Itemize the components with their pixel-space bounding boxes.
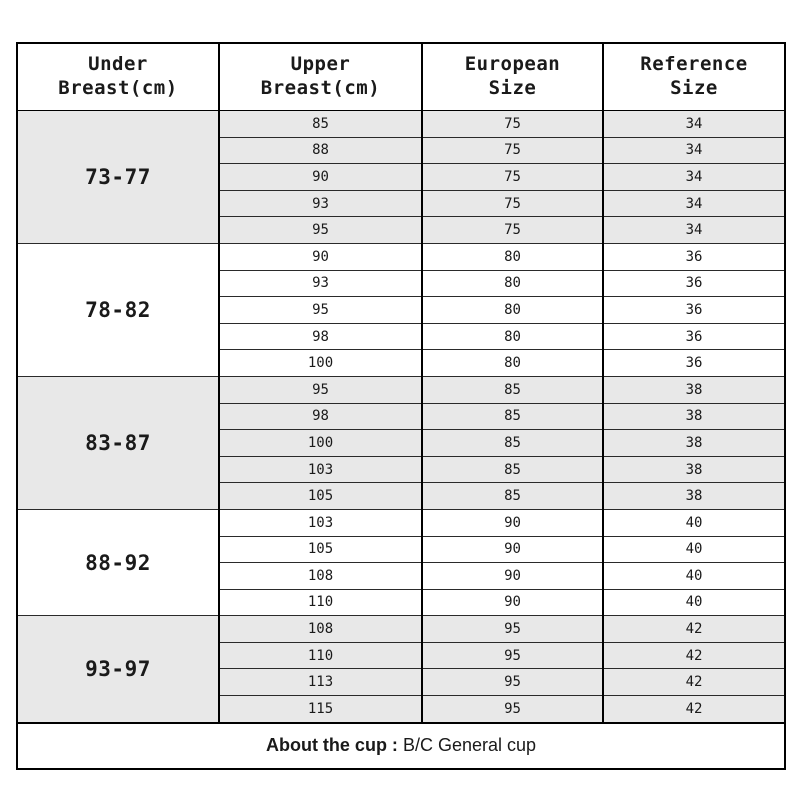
european-size-cell: 95 [422, 696, 603, 723]
upper-breast-cell: 95 [219, 217, 422, 244]
european-size-cell: 90 [422, 536, 603, 563]
header-reference-size-label: Reference Size [640, 53, 748, 99]
european-size-cell: 85 [422, 483, 603, 510]
upper-breast-cell: 103 [219, 456, 422, 483]
reference-size-cell: 34 [603, 111, 785, 138]
reference-size-cell: 38 [603, 456, 785, 483]
european-size-cell: 85 [422, 456, 603, 483]
reference-size-cell: 34 [603, 137, 785, 164]
reference-size-cell: 34 [603, 190, 785, 217]
upper-breast-cell: 108 [219, 563, 422, 590]
european-size-cell: 75 [422, 164, 603, 191]
header-european-size [422, 43, 603, 111]
european-size-cell: 80 [422, 270, 603, 297]
header-under-breast [17, 43, 219, 111]
under-breast-group-cell: 93-97 [17, 616, 219, 723]
under-breast-group-cell: 83-87 [17, 376, 219, 509]
footer-value: B/C General cup [402, 735, 537, 756]
reference-size-cell: 36 [603, 297, 785, 324]
reference-size-cell: 40 [603, 509, 785, 536]
upper-breast-cell: 110 [219, 642, 422, 669]
reference-size-cell: 34 [603, 217, 785, 244]
reference-size-cell: 42 [603, 696, 785, 723]
under-breast-group-cell: 73-77 [17, 111, 219, 244]
reference-size-cell: 42 [603, 642, 785, 669]
european-size-cell: 95 [422, 642, 603, 669]
upper-breast-cell: 108 [219, 616, 422, 643]
european-size-cell: 85 [422, 430, 603, 457]
upper-breast-cell: 105 [219, 536, 422, 563]
upper-breast-cell: 105 [219, 483, 422, 510]
upper-breast-cell: 85 [219, 111, 422, 138]
reference-size-cell: 36 [603, 323, 785, 350]
reference-size-cell: 42 [603, 669, 785, 696]
upper-breast-cell: 115 [219, 696, 422, 723]
under-breast-group-cell: 88-92 [17, 509, 219, 615]
european-size-cell: 85 [422, 403, 603, 430]
european-size-cell: 80 [422, 350, 603, 377]
footer-label: About the cup : [265, 735, 398, 756]
upper-breast-cell: 110 [219, 589, 422, 616]
upper-breast-cell: 93 [219, 270, 422, 297]
reference-size-cell: 38 [603, 430, 785, 457]
upper-breast-cell: 103 [219, 509, 422, 536]
european-size-cell: 95 [422, 669, 603, 696]
european-size-cell: 80 [422, 243, 603, 270]
under-breast-group-cell: 78-82 [17, 243, 219, 376]
table-body [17, 111, 785, 723]
reference-size-cell: 40 [603, 536, 785, 563]
table-header [17, 43, 785, 111]
reference-size-cell: 38 [603, 483, 785, 510]
upper-breast-cell: 100 [219, 350, 422, 377]
size-table [16, 42, 786, 770]
header-upper-breast [219, 43, 422, 111]
header-under-breast-label: Under Breast(cm) [58, 53, 178, 99]
reference-size-cell: 36 [603, 243, 785, 270]
table-row [17, 376, 785, 403]
upper-breast-cell: 113 [219, 669, 422, 696]
upper-breast-cell: 90 [219, 243, 422, 270]
upper-breast-cell: 95 [219, 297, 422, 324]
european-size-cell: 75 [422, 137, 603, 164]
european-size-cell: 80 [422, 323, 603, 350]
table-row [17, 243, 785, 270]
reference-size-cell: 36 [603, 270, 785, 297]
european-size-cell: 90 [422, 563, 603, 590]
table-row [17, 616, 785, 643]
european-size-cell: 90 [422, 589, 603, 616]
header-row [17, 43, 785, 111]
reference-size-cell: 40 [603, 589, 785, 616]
european-size-cell: 75 [422, 190, 603, 217]
footer-cell [17, 723, 785, 769]
reference-size-cell: 38 [603, 376, 785, 403]
header-reference-size [603, 43, 785, 111]
reference-size-cell: 34 [603, 164, 785, 191]
header-upper-breast-label: Upper Breast(cm) [260, 53, 381, 99]
upper-breast-cell: 90 [219, 164, 422, 191]
table-row [17, 509, 785, 536]
european-size-cell: 95 [422, 616, 603, 643]
european-size-cell: 90 [422, 509, 603, 536]
upper-breast-cell: 98 [219, 403, 422, 430]
upper-breast-cell: 95 [219, 376, 422, 403]
reference-size-cell: 40 [603, 563, 785, 590]
upper-breast-cell: 98 [219, 323, 422, 350]
upper-breast-cell: 93 [219, 190, 422, 217]
footer-row [17, 723, 785, 769]
european-size-cell: 80 [422, 297, 603, 324]
european-size-cell: 75 [422, 217, 603, 244]
reference-size-cell: 42 [603, 616, 785, 643]
upper-breast-cell: 100 [219, 430, 422, 457]
european-size-cell: 85 [422, 376, 603, 403]
table-row [17, 111, 785, 138]
european-size-cell: 75 [422, 111, 603, 138]
reference-size-cell: 38 [603, 403, 785, 430]
header-european-size-label: European Size [464, 53, 561, 99]
upper-breast-cell: 88 [219, 137, 422, 164]
reference-size-cell: 36 [603, 350, 785, 377]
table-footer [17, 723, 785, 769]
